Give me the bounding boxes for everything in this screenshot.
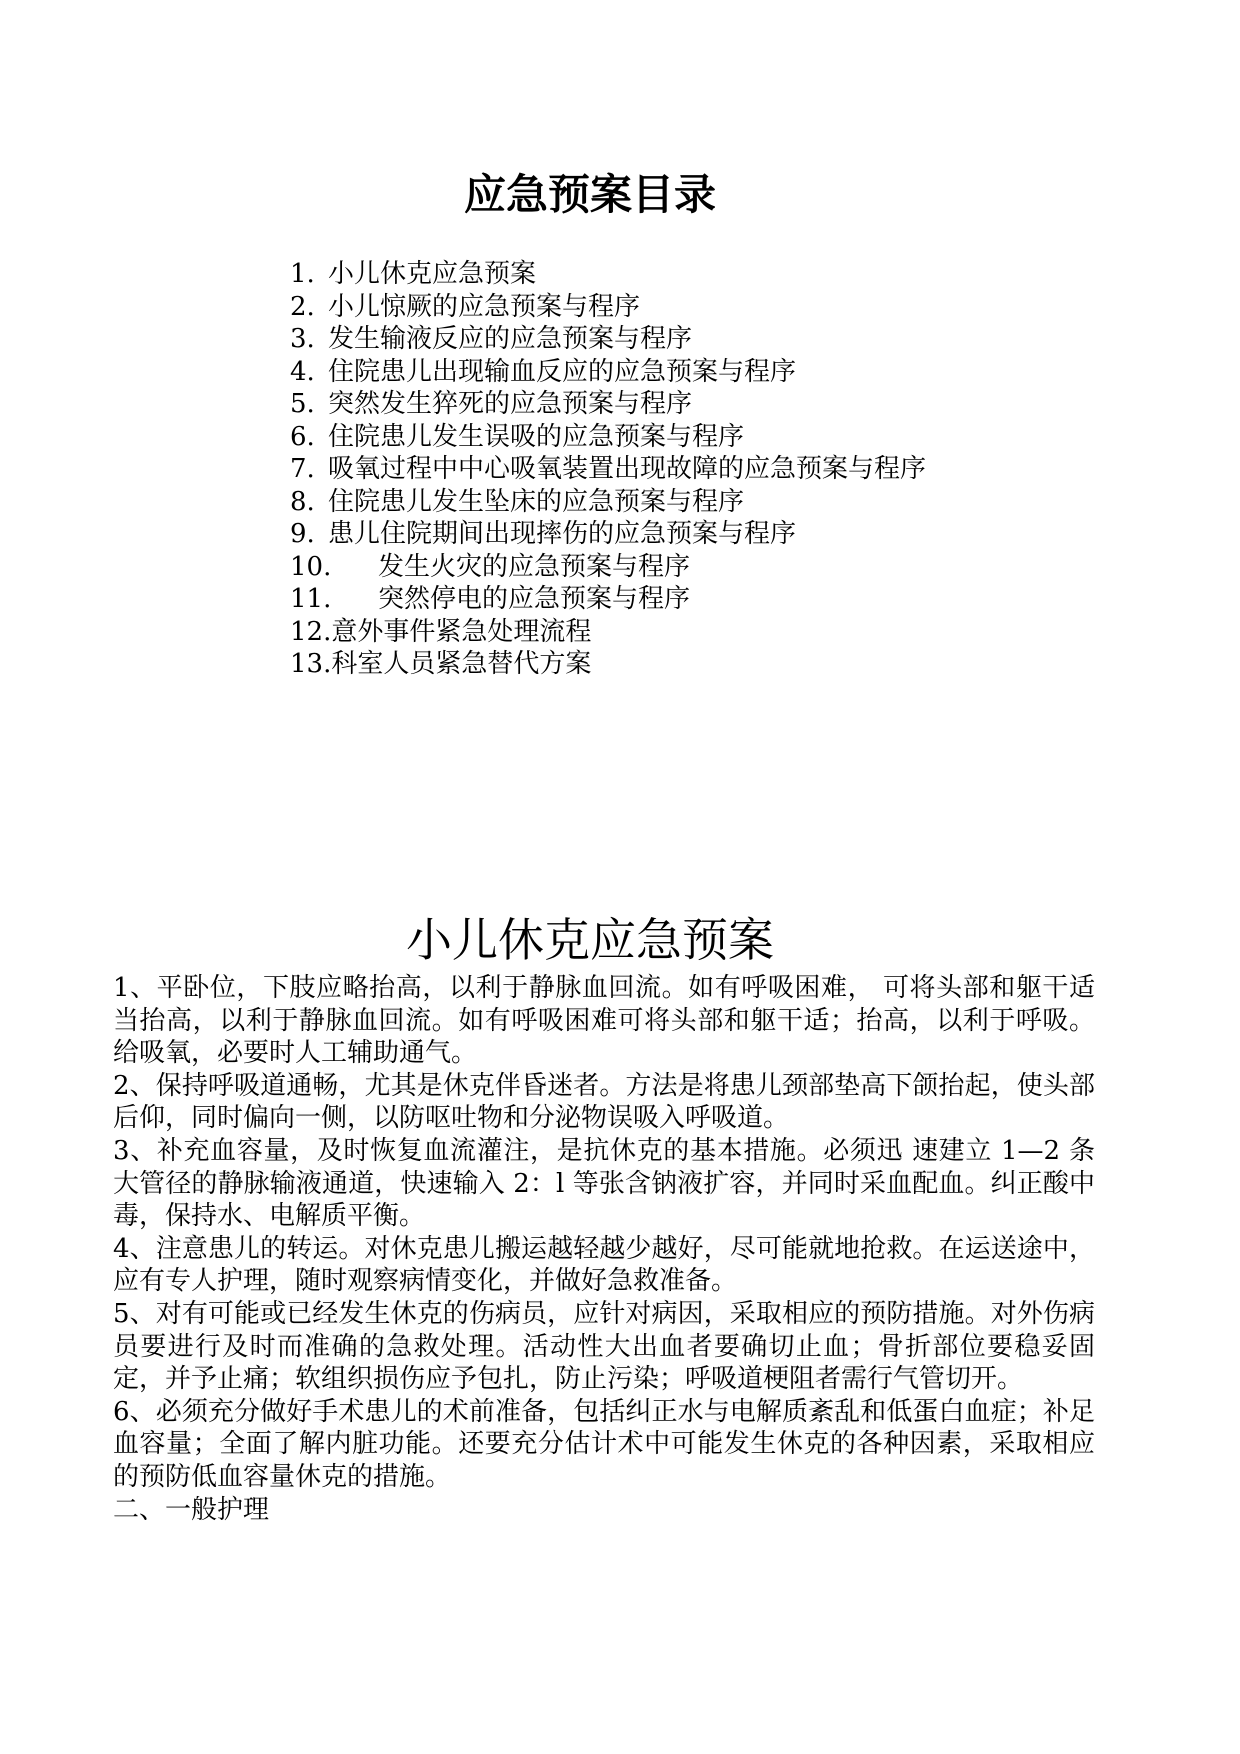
paragraph: 4、注意患儿的转运。对休克患儿搬运越轻越少越好，尽可能就地抢救。在运送途中，应有专人护理，随时观察病情变化，并做好急救准备。 xyxy=(113,1233,1095,1297)
toc-item-text: 吸氧过程中中心吸氧装置出现故障的应急预案与程序 xyxy=(328,454,927,484)
toc-item-text: 小儿惊厥的应急预案与程序 xyxy=(328,291,641,322)
toc-item xyxy=(290,583,926,616)
toc-item-number: 1. xyxy=(290,259,315,289)
paragraph: 5、对有可能或已经发生休克的伤病员，应针对病因，采取相应的预防措施。对外伤病员要进行及时而准确的急救处理。活动性大出血者要确切止血；骨折部位要稳妥固定，并予止痛；软组织损伤应予包扎，防止污染；呼吸道梗阻者需行气管切开。 xyxy=(113,1298,1095,1395)
section-title: 小儿休克应急预案 xyxy=(406,913,774,967)
toc-item-number: 10. xyxy=(290,551,332,582)
toc-item-number: 6. xyxy=(290,421,315,452)
toc-item-text: 患儿住院期间出现摔伤的应急预案与程序 xyxy=(328,519,797,549)
toc-item xyxy=(290,648,926,681)
table-of-contents xyxy=(290,258,926,681)
toc-item-number: 11. xyxy=(290,584,332,614)
paragraph: 6、必须充分做好手术患儿的术前准备，包括纠正水与电解质紊乱和低蛋白血症；补足血容量；全面了解内脏功能。还要充分估计术中可能发生休克的各种因素，采取相应的预防低血容量休克的措施。 xyxy=(113,1396,1095,1492)
toc-item-number: 7. xyxy=(290,454,315,484)
toc-item-number: 4. xyxy=(290,356,315,387)
toc-item xyxy=(290,518,926,551)
toc-item-number: 5. xyxy=(290,389,315,419)
toc-item-text: 住院患儿出现输血反应的应急预案与程序 xyxy=(328,356,797,387)
paragraph: 2、保持呼吸道通畅，尤其是休克伴昏迷者。方法是将患儿颈部垫高下颌抬起，使头部后仰，同时偏向一侧，以防呕吐物和分泌物误吸入呼吸道。 xyxy=(113,1070,1095,1134)
toc-item xyxy=(290,291,926,324)
toc-item-text: 突然停电的应急预案与程序 xyxy=(378,584,691,614)
toc-item xyxy=(290,323,926,356)
document-title: 应急预案目录 xyxy=(463,170,716,219)
toc-item xyxy=(290,486,926,519)
section-body xyxy=(113,972,1095,1526)
toc-item xyxy=(290,453,926,486)
toc-item-text: 住院患儿发生误吸的应急预案与程序 xyxy=(328,421,745,452)
toc-item-number: 13. xyxy=(290,649,332,679)
toc-item-text: 科室人员紧急替代方案 xyxy=(331,649,592,679)
toc-item-number: 12. xyxy=(290,616,332,647)
toc-item-number: 3. xyxy=(290,324,315,354)
toc-item xyxy=(290,356,926,389)
paragraph: 1、平卧位，下肢应略抬高，以利于静脉血回流。如有呼吸困难， 可将头部和躯干适当抬高，以利于静脉血回流。如有呼吸困难可将头部和躯干适；抬高，以利于呼吸。给吸氧，必要时人工辅助通气。 xyxy=(113,973,1095,1069)
paragraph: 3、补充血容量，及时恢复血流灌注，是抗休克的基本措施。必须迅 速建立 1—2 条大管径的静脉输液通道，快速输入 2：l 等张含钠液扩容，并同时采血配血。纠正酸中毒，保持水、电解质平衡。 xyxy=(113,1135,1095,1232)
toc-item-text: 发生输液反应的应急预案与程序 xyxy=(328,324,693,354)
toc-item xyxy=(290,551,926,584)
toc-item-text: 小儿休克应急预案 xyxy=(328,259,537,289)
toc-item-text: 突然发生猝死的应急预案与程序 xyxy=(328,389,693,419)
toc-item xyxy=(290,258,926,291)
toc-item xyxy=(290,616,926,649)
toc-item-number: 9. xyxy=(290,519,315,549)
toc-item-text: 发生火灾的应急预案与程序 xyxy=(378,551,691,582)
toc-item xyxy=(290,388,926,421)
toc-item xyxy=(290,421,926,454)
toc-item-text: 意外事件紧急处理流程 xyxy=(331,616,592,647)
toc-item-text: 住院患儿发生坠床的应急预案与程序 xyxy=(328,486,745,517)
toc-item-number: 8. xyxy=(290,486,315,517)
toc-item-number: 2. xyxy=(290,291,315,322)
paragraph: 二、一般护理 xyxy=(113,1494,270,1525)
